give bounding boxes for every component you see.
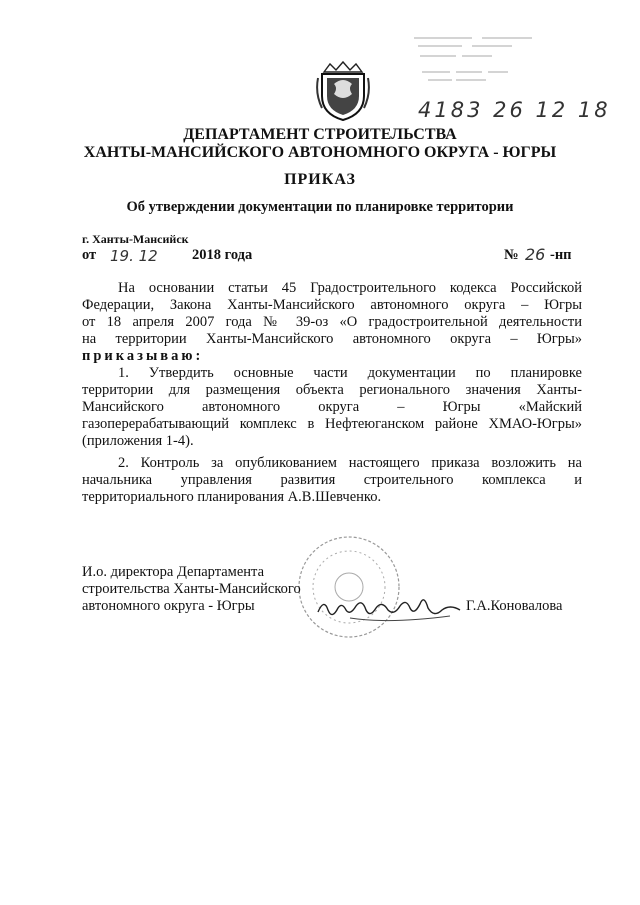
position-line: автономного округа - Югры [82, 598, 255, 614]
place-of-issue: г. Ханты-Мансийск [82, 232, 189, 246]
registration-number: 4183 26 12 18 [418, 98, 611, 122]
date-year: 2018 года [192, 247, 253, 263]
date-handwritten: 19. 12 [110, 247, 158, 265]
registration-stamp [392, 26, 562, 104]
item-1-line: (приложения 1-4). [82, 433, 194, 449]
coat-of-arms-emblem [314, 58, 372, 124]
handwritten-signature [310, 580, 470, 630]
order-word: приказываю: [82, 348, 204, 364]
number-suffix: -нп [550, 247, 572, 263]
department-line-1: ДЕПАРТАМЕНТ СТРОИТЕЛЬСТВА [183, 126, 457, 143]
item-2-line: территориального планирования А.В.Шевченко. [82, 489, 382, 505]
item-1-line: 1. Утвердить основные части документации по планировке [118, 365, 582, 381]
item-1-paragraph [82, 365, 582, 450]
intro-line: Федерации, Закона Ханты-Мансийского автономного округа – Югры [82, 297, 582, 313]
item-1-line: территории для размещения объекта регионального значения Ханты- [82, 382, 582, 398]
signatory-position [82, 564, 301, 615]
department-header [0, 126, 640, 162]
intro-line: На основании статьи 45 Градостроительного кодекса Российской [118, 280, 582, 296]
document-type: ПРИКАЗ [284, 171, 356, 188]
document-subject: Об утверждении документации по планировке территории [126, 199, 514, 215]
intro-paragraph [82, 280, 582, 365]
number-prefix: № [504, 247, 519, 263]
item-2-line: начальника управления развития строительного комплекса и [82, 472, 582, 488]
date-line [82, 247, 582, 269]
item-2-paragraph [82, 455, 582, 506]
item-1-line: газоперерабатывающий комплекс в Нефтеюганском районе ХМАО-Югры» [82, 416, 582, 432]
number-handwritten: 26 [525, 245, 546, 264]
intro-line: от 18 апреля 2007 года № 39-оз «О градостроительной деятельности [82, 314, 582, 330]
position-line: строительства Ханты-Мансийского [82, 581, 301, 597]
item-2-line: 2. Контроль за опубликованием настоящего приказа возложить на [118, 455, 582, 471]
position-line: И.о. директора Департамента [82, 564, 265, 580]
intro-line: на территории Ханты-Мансийского автономного округа – Югры» [82, 331, 582, 347]
item-1-line: Мансийского автономного округа – Югры «Майский [82, 399, 582, 415]
date-prefix: от [82, 247, 97, 263]
signatory-name: Г.А.Коновалова [466, 598, 563, 614]
department-line-2: ХАНТЫ-МАНСИЙСКОГО АВТОНОМНОГО ОКРУГА - ЮГРЫ [83, 144, 557, 161]
